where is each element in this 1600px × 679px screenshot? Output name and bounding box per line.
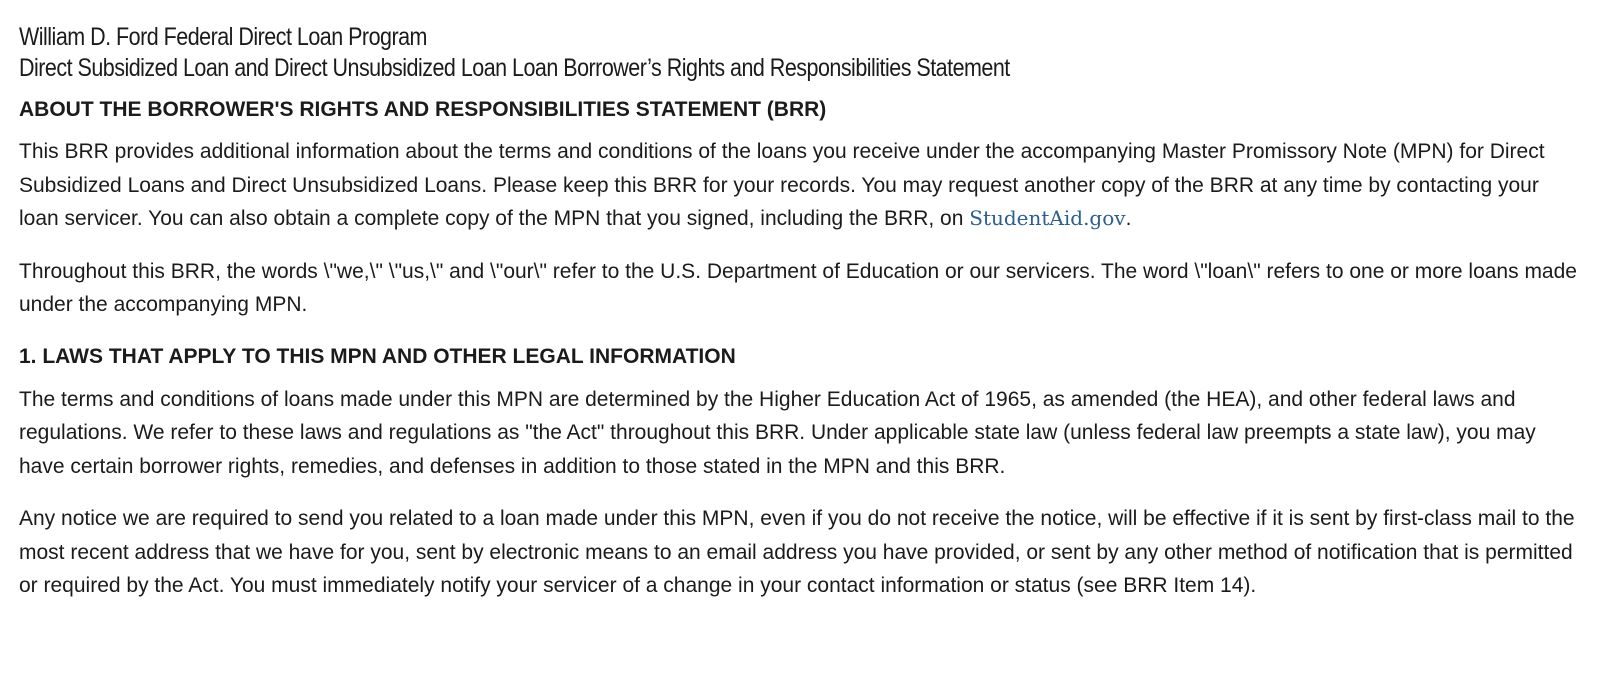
section-1-paragraph-1: The terms and conditions of loans made under this MPN are determined by the Higher Education Act of 1965, as amended (the HEA), and other federal laws and regulations. We refer to these laws and regulations as "the Act" throughout this BRR. Under applicable state law (unless federal law preempts a state law), you may have certain borrower rights, remedies, and defenses in addition to those stated in the MPN and this BRR. [19, 387, 1536, 478]
about-heading: ABOUT THE BORROWER'S RIGHTS AND RESPONSIBILITIES STATEMENT (BRR) [19, 98, 827, 121]
section-1-paragraph-2: Any notice we are required to send you related to a loan made under this MPN, even if you do not receive the notice, will be effective if it is sent by first-class mail to the most recent address that we have for you, sent by electronic means to an email address you have provided, or sent by any other method of notification that is permitted or required by the Act. You must immediately notify your servicer of a change in your contact information or status (see BRR Item 14). [19, 507, 1575, 597]
about-paragraph-1-text: This BRR provides additional information about the terms and conditions of the loans you receive under the accompanying Master Promissory Note (MPN) for Direct Subsidized Loans and Direct Unsubsidized Loans. Please keep this BRR for your records. You may request another copy of the BRR at any time by contacting your loan servicer. You can also obtain a complete copy of the MPN that you signed, including the BRR, on [19, 140, 1545, 230]
statement-title: Direct Subsidized Loan and Direct Unsubsidized Loan Loan Borrower’s Rights and Responsibilities Statement [19, 54, 1010, 82]
studentaid-link[interactable]: StudentAid.gov [969, 206, 1126, 230]
document-title [19, 22, 1581, 84]
program-title: William D. Ford Federal Direct Loan Program [19, 23, 427, 51]
about-paragraph-1-end: . [1125, 207, 1132, 230]
about-paragraph-1 [19, 135, 1581, 236]
section-1-heading: 1. LAWS THAT APPLY TO THIS MPN AND OTHER LEGAL INFORMATION [19, 344, 736, 368]
about-paragraph-2: Throughout this BRR, the words \"we,\" \"us,\" and \"our\" refer to the U.S. Department of Education or our servicers. The word \"loan\" refers to one or more loans made under the accompanying MPN. [19, 259, 1577, 316]
